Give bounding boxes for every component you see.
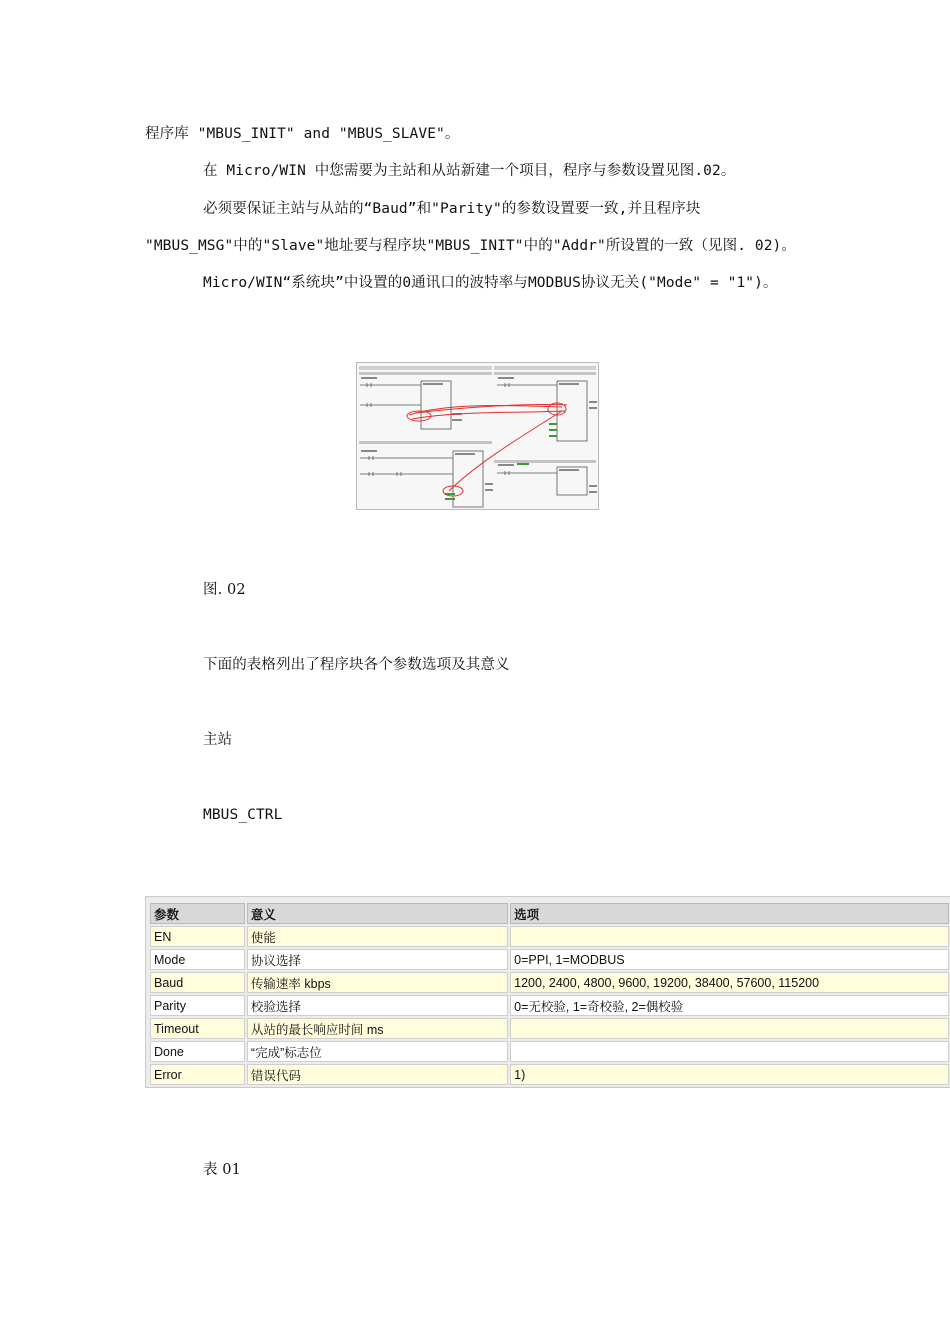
cell-meaning: 使能: [247, 926, 508, 947]
table-row: [150, 1041, 949, 1062]
cell-meaning: 校验选择: [247, 995, 508, 1016]
cell-meaning: “完成”标志位: [247, 1041, 508, 1062]
cell-parameter: Mode: [150, 949, 245, 970]
parameter-table: [148, 901, 950, 1087]
cell-options: 1): [510, 1064, 949, 1085]
header-parameter: 参数: [150, 903, 245, 924]
cell-parameter: Error: [150, 1064, 245, 1085]
cell-parameter: Baud: [150, 972, 245, 993]
header-options: 选项: [510, 903, 949, 924]
cell-meaning: 协议选择: [247, 949, 508, 970]
header-meaning: 意义: [247, 903, 508, 924]
section-title-master: 主站: [203, 732, 233, 748]
paragraph-slave-addr: "MBUS_MSG"中的"Slave"地址要与程序块"MBUS_INIT"中的"Addr"所设置的一致（见图. 02)。: [145, 238, 796, 254]
cell-options: 0=PPI, 1=MODBUS: [510, 949, 949, 970]
paragraph-baud-parity: 必须要保证主站与从站的“Baud”和"Parity"的参数设置要一致,并且程序块: [203, 201, 701, 217]
cell-meaning: 传输速率 kbps: [247, 972, 508, 993]
table-row: [150, 1018, 949, 1039]
cell-options: [510, 1018, 949, 1039]
cell-meaning: 错误代码: [247, 1064, 508, 1085]
parameter-table-container: [145, 896, 950, 1088]
figure-caption: 图. 02: [203, 582, 246, 598]
table-header-row: [150, 903, 949, 924]
cell-options: [510, 926, 949, 947]
paragraph-project: 在 Micro/WIN 中您需要为主站和从站新建一个项目，程序与参数设置见图.02。: [203, 163, 736, 179]
table-row: [150, 972, 949, 993]
paragraph-system-block: Micro/WIN“系统块”中设置的0通讯口的波特率与MODBUS协议无关("Mode" = "1")。: [203, 275, 778, 291]
block-name-mbus-ctrl: MBUS_CTRL: [203, 807, 283, 823]
table-row: [150, 949, 949, 970]
ladder-diagram-image: [357, 363, 598, 509]
table-row: [150, 1064, 949, 1085]
cell-options: 0=无校验, 1=奇校验, 2=偶校验: [510, 995, 949, 1016]
cell-options: [510, 1041, 949, 1062]
cell-parameter: Parity: [150, 995, 245, 1016]
cell-options: 1200, 2400, 4800, 9600, 19200, 38400, 57600, 115200: [510, 972, 949, 993]
cell-meaning: 从站的最长响应时间 ms: [247, 1018, 508, 1039]
ladder-diagram-figure: [356, 362, 599, 510]
cell-parameter: Done: [150, 1041, 245, 1062]
paragraph-library: 程序库 "MBUS_INIT" and "MBUS_SLAVE"。: [145, 126, 460, 142]
cell-parameter: EN: [150, 926, 245, 947]
cell-parameter: Timeout: [150, 1018, 245, 1039]
table-caption: 表 01: [203, 1162, 241, 1178]
table-row: [150, 926, 949, 947]
table-intro-text: 下面的表格列出了程序块各个参数选项及其意义: [203, 657, 510, 673]
table-row: [150, 995, 949, 1016]
